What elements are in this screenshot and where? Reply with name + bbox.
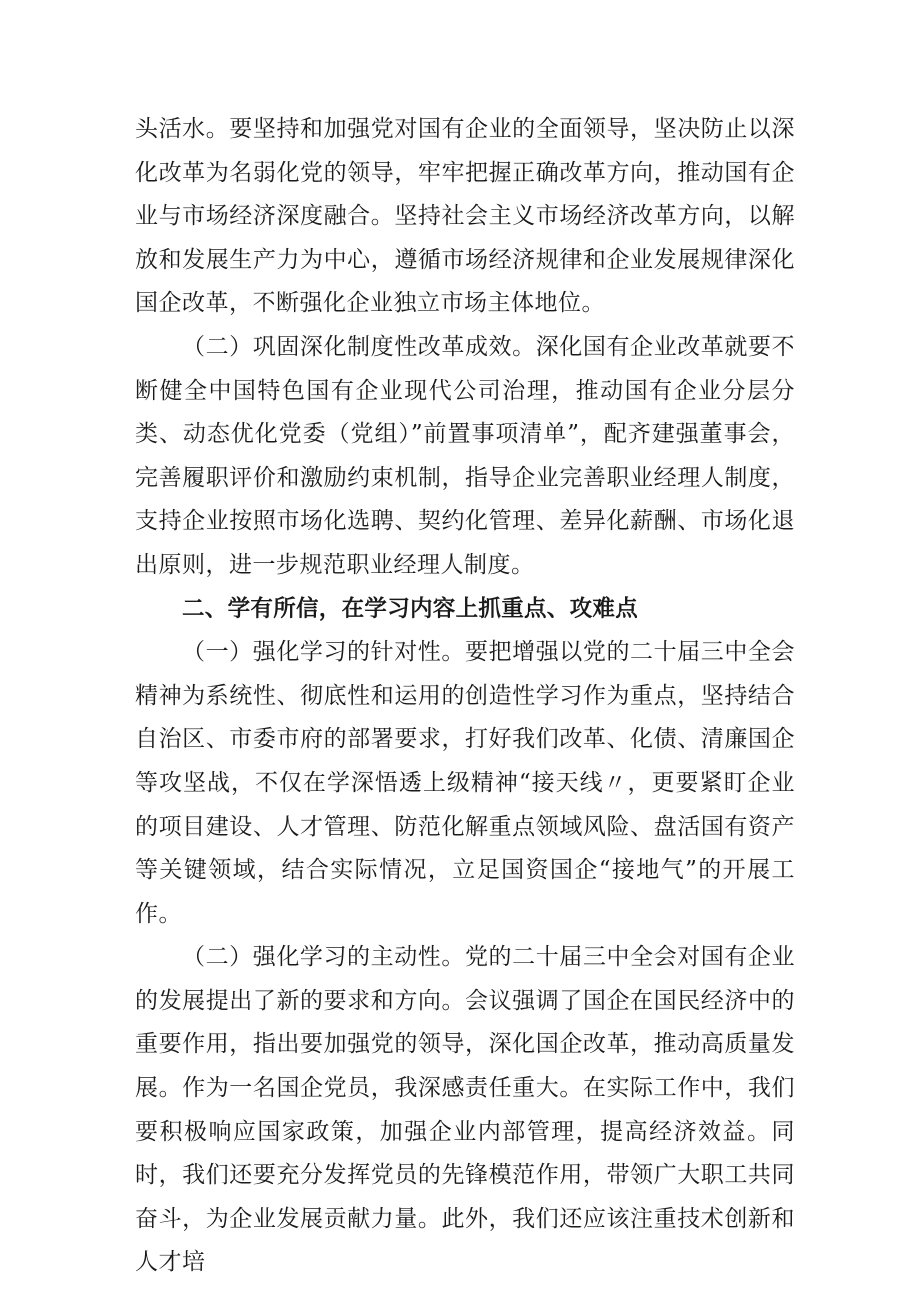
paragraph-institutional-reform: （二）巩固深化制度性改革成效。深化国有企业改革就要不断健全中国特色国有企业现代公司治理，推动国有企业分层分类、动态优化党委（党组）”前置事项清单”，配齐建强董事会，完善履职评价和激励约束机制，指导企业完善职业经理人制度，支持企业按照市场化选聘、契约化管理、差异化薪酬、市场化退出原则，进一步规范职业经理人制度。 [135, 333, 795, 578]
section-heading-two: 二、学有所信，在学习内容上抓重点、攻难点 [182, 595, 639, 622]
paragraph-study-targeting: （一）强化学习的针对性。要把增强以党的二十届三中全会精神为系统性、彻底性和运用的创造性学习作为重点，坚持结合自治区、市委市府的部署要求，打好我们改革、化债、清廉国企等攻坚战，不仅在学深悟透上级精神“接天线〃，更要紧盯企业的项目建设、人才管理、防范化解重点领域风险、盘活国有资产等关键领域，结合实际情况，立足国资国企“接地气”的开展工作。 [135, 639, 795, 927]
document-body [135, 108, 795, 1285]
paragraph-reform-continuation: 头活水。要坚持和加强党对国有企业的全面领导，坚决防止以深化改革为名弱化党的领导，牢牢把握正确改革方向，推动国有企业与市场经济深度融合。坚持社会主义市场经济改革方向，以解放和发展生产力为中心，遵循市场经济规律和企业发展规律深化国企改革，不断强化企业独立市场主体地位。 [135, 116, 795, 317]
paragraph-study-initiative: （二）强化学习的主动性。党的二十届三中全会对国有企业的发展提出了新的要求和方向。会议强调了国企在国民经济中的重要作用，指出要加强党的领导，深化国企改革，推动高质量发展。作为一名国企党员，我深感责任重大。在实际工作中，我们要积极响应国家政策，加强企业内部管理，提高经济效益。同时，我们还要充分发挥党员的先锋模范作用，带领广大职工共同奋斗，为企业发展贡献力量。此外，我们还应该注重技术创新和人才培 [135, 944, 795, 1276]
